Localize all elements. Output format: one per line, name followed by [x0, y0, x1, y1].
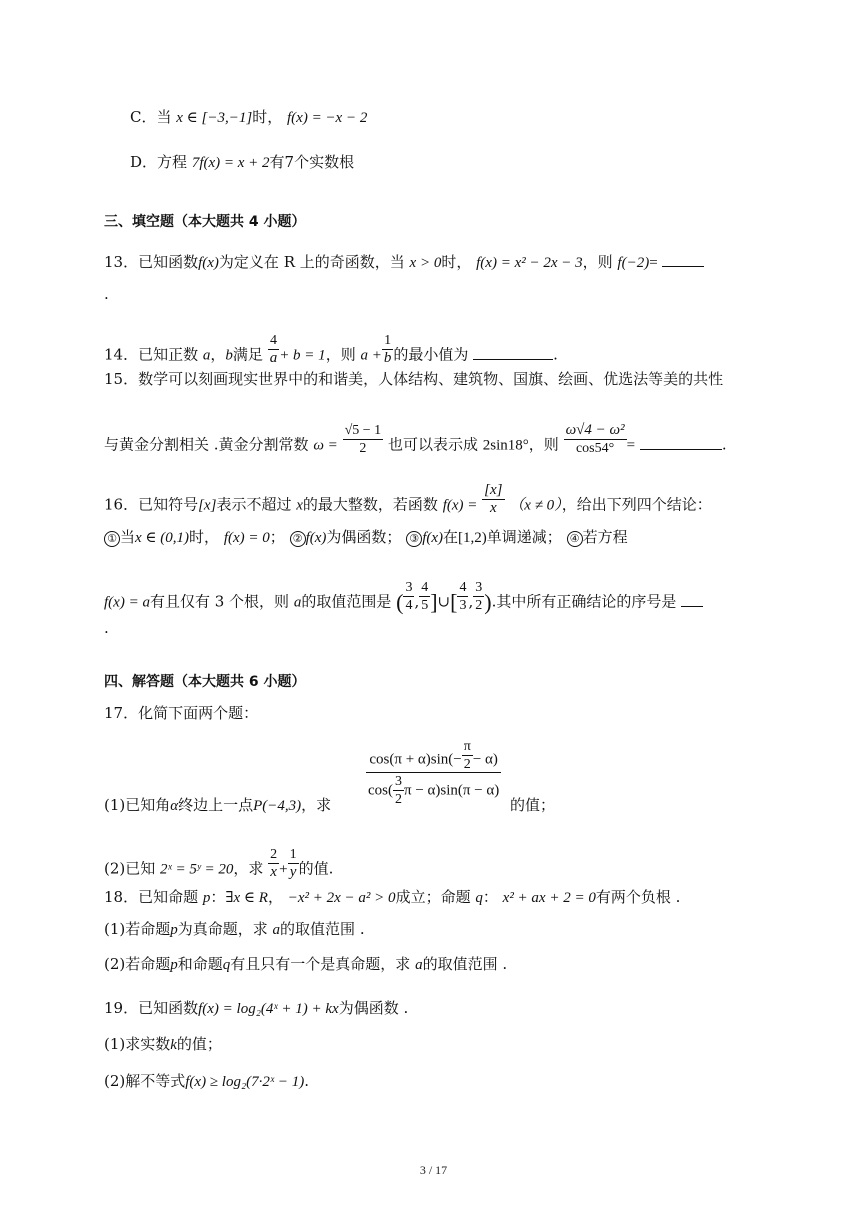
formula: x > 0	[409, 255, 442, 271]
section-title-4: 四、解答题（本大题共 6 小题）	[104, 674, 306, 690]
answer-blank	[640, 435, 722, 450]
option-c: C．当 x ∈ [−3,−1]时， f(x) = −x − 2	[130, 108, 368, 126]
q19-part1: (1)求实数k的值；	[104, 1035, 222, 1053]
fraction: $\frac{\text{ω√4 − ω²}}{\cos 54^\circ}$	[565, 422, 625, 456]
question-16-line2: ① 当x ∈ (0,1)时， f(x) = 0； ② f(x)为偶函数； ③ f(x)在[1,2)单调递减； ④ 若方程	[104, 527, 628, 548]
fraction: $\frac{√5 - 1}{2}$	[344, 423, 382, 456]
section-title-3: 三、填空题（本大题共 4 小题）	[104, 214, 306, 230]
q17-part1: (1)已知角α终边上一点P(−4,3)，求	[104, 796, 332, 814]
fraction: $\frac{\pi}{2}$	[463, 739, 471, 772]
q18-part2: (2)若命题p和命题q有且只有一个是真命题，求 a的取值范围 .	[104, 955, 508, 973]
formula: f(x) = x² − 2x − 3	[476, 255, 583, 271]
formula: 7f(x) = x + 2	[191, 155, 270, 171]
fraction: $\frac{1}{b}$	[383, 333, 392, 366]
formula: x ∈ [−3,−1]	[176, 110, 253, 126]
question-16-line1: 16．已知符号[x]表示不超过 x的最大整数，若函数 f(x) = $\frac{[x]}{x}$ （x ≠ 0），给出下列四个结论：	[104, 482, 712, 516]
q18-part1: (1)若命题p为真命题，求 a的取值范围 .	[104, 920, 365, 938]
answer-blank	[681, 592, 703, 607]
question-16-line3: f(x) = a有且仅有 3 个根，则 a的取值范围是 ( $\frac{3}{4}$ , $\frac{4}{5}$ ]∪[ $\frac{4}{3}$ , $\frac{3}{2}$ ).其中所有正确结论的序号是	[104, 585, 703, 620]
q16-dot: .	[104, 619, 109, 637]
fraction: $\frac{1}{y}$	[289, 847, 297, 880]
formula: f(x)	[198, 255, 219, 271]
question-14: 14．已知正数 a，b满足 $\frac{4}{a}$ + b = 1，则 a + $\frac{1}{b}$ 的最小值为 .	[104, 333, 558, 366]
fraction: $\frac{4}{3}$	[459, 580, 467, 613]
q17-part2: (2)已知 2ˣ = 5ʸ = 20，求 $\frac{2}{x}$ + $\frac{1}{y}$ 的值.	[104, 847, 334, 880]
fraction: $\frac{3}{2}$	[395, 774, 402, 807]
q17-part1-tail: 的值；	[510, 796, 556, 814]
option-d: D．方程 7f(x) = x + 2有7个实数根	[130, 153, 355, 171]
fraction: $\frac{[x]}{x}$	[484, 482, 503, 516]
q13-dot: .	[104, 285, 109, 303]
formula: f(x) = −x − 2	[287, 110, 368, 126]
formula: f(−2)	[617, 255, 650, 271]
question-15-line1: 15．数学可以刻画现实世界中的和谐美，人体结构、建筑物、国旗、绘画、优选法等美的共性	[104, 370, 724, 388]
answer-blank	[662, 252, 704, 267]
fraction: $\frac{4}{5}$	[421, 580, 429, 613]
q17-big-fraction: cos(π + α)sin(− $\frac{\pi}{2}$ − α) cos( $\frac{3}{2}$ π − α)sin(π − α)	[368, 739, 500, 807]
fraction: $\frac{4}{a}$	[269, 333, 278, 366]
fraction: $\frac{3}{2}$	[475, 580, 483, 613]
question-17: 17．化简下面两个题：	[104, 704, 259, 722]
page-number: 3 / 17	[419, 1163, 448, 1177]
q19-part2: (2)解不等式f(x) ≥ log₂(7·2ˣ − 1).	[104, 1072, 310, 1090]
fraction: $\frac{3}{4}$	[405, 580, 413, 613]
question-18: 18．已知命题 p：∃x ∈ R， −x² + 2x − a² > 0成立；命题 q： x² + ax + 2 = 0有两个负根 .	[104, 888, 681, 906]
question-19: 19．已知函数f(x) = log₂(4ˣ + 1) + kx为偶函数 .	[104, 999, 409, 1017]
question-15-line2: 与黄金分割相关 .黄金分割常数 ω = $\frac{√5 - 1}{2}$ 也可以表示成 2sin18°，则 $\frac{\text{ω√4 − ω²}}{\cos 54^\circ}$ = .	[104, 422, 727, 456]
answer-blank	[473, 345, 553, 360]
question-13: 13．已知函数f(x)为定义在 R 上的奇函数，当 x > 0时， f(x) = x² − 2x − 3，则 f(−2)=	[104, 252, 704, 273]
fraction: $\frac{2}{x}$	[270, 847, 278, 880]
